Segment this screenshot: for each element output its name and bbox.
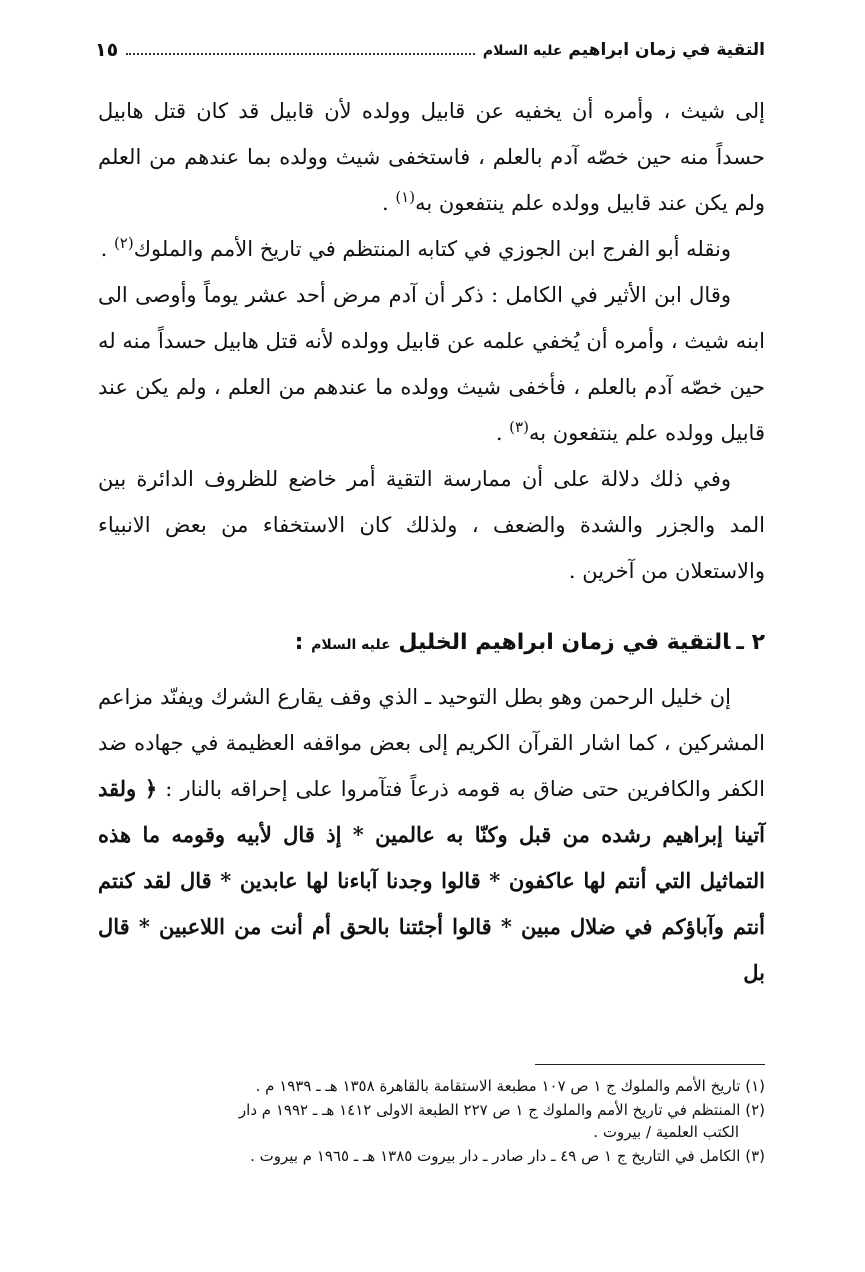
footnote — [98, 1145, 765, 1167]
footnote-divider — [535, 1064, 765, 1065]
leader-dots — [126, 53, 475, 55]
quran-quote: ﴿ ولقد آتينا إبراهيم رشده من قبل وكنّا به عالمين * إذ قال لأبيه وقومه ما هذه التماثيل التي أنتم لها عاكفون * قالوا وجدنا آباءنا لها عابدين * قال لقد كنتم أنتم وآباؤكم في ضلال مبين * قالوا أجئتنا بالحق أم أنت من اللاعبين * قال بل — [98, 776, 765, 985]
footnote-ref: (٣) — [509, 418, 529, 436]
footnotes — [98, 1064, 765, 1169]
footnote — [98, 1075, 765, 1097]
page-number: ١٥ — [95, 39, 119, 61]
paragraph-text: إلى شيث ، وأمره أن يخفيه عن قابيل وولده لأن قابيل قد كان قتل هابيل حسداً منه حين خصّه آدم بالعلم ، فاستخفى شيث وولده بما عندهم من العلم ولم يكن عند قابيل وولده علم ينتفعون به — [98, 99, 765, 215]
running-title — [483, 40, 765, 60]
paragraph-end: . — [100, 237, 114, 261]
paragraph-text: وقال ابن الأثير في الكامل : ذكر أن آدم مرض أحد عشر يوماً وأوصى الى ابنه شيث ، وأمره أن يُخفي علمه عن قابيل وولده لأنه قتل هابيل حسداً منه له حين خصّه آدم بالعلم ، فأخفى شيث وولده ما عندهم من العلم ، ولم يكن عند قابيل وولده علم ينتفعون به — [98, 283, 765, 445]
running-title-text: التقية في زمان ابراهيم — [568, 40, 765, 60]
paragraph-text: ونقله أبو الفرج ابن الجوزي في كتابه المنتظم في تاريخ الأمم والملوك — [133, 237, 731, 261]
section-colon: : — [294, 630, 312, 655]
page-header — [95, 30, 765, 70]
paragraph-text: إن خليل الرحمن وهو بطل التوحيد ـ الذي وقف يقارع الشرك ويفنّد مزاعم المشركين ، كما اشار القرآن الكريم إلى بعض مواقفه العظيمة في جهاده ضد الكفر والكافرين حتى ضاق به قومه ذرعاً فتآمروا على إحراقه بالنار : — [98, 685, 765, 801]
paragraph — [98, 226, 765, 272]
footnote-ref: (٢) — [113, 234, 134, 252]
footnote — [98, 1099, 765, 1143]
section-heading — [98, 620, 765, 668]
paragraph — [98, 674, 765, 996]
salutation-glyph: عليه السلام — [482, 43, 563, 59]
paragraph-end: . — [495, 421, 510, 445]
footnote-text: (٣) الكامل في التاريخ ج ١ ص ٤٩ ـ دار صادر ـ دار بيروت ١٣٨٥ هـ ـ ١٩٦٥ م بيروت . — [250, 1147, 765, 1165]
section-title: التقية في زمان ابراهيم الخليل — [398, 630, 731, 655]
paragraph — [98, 272, 765, 456]
section-number: ٢ ـ — [736, 630, 765, 655]
paragraph-end: . — [381, 191, 396, 215]
paragraph: وفي ذلك دلالة على أن ممارسة التقية أمر خاضع للظروف الدائرة بين المد والجزر والشدة والضعف ، ولذلك كان الاستخفاء من بعض الانبياء والاستعلان من آخرين . — [98, 467, 765, 583]
main-text — [98, 88, 765, 996]
footnote-ref: (١) — [395, 188, 416, 206]
footnote-continuation: الكتب العلمية / بيروت . — [593, 1123, 739, 1141]
footnote-text: (٢) المنتظم في تاريخ الأمم والملوك ج ١ ص ٢٢٧ الطبعة الاولى ١٤١٢ هـ ـ ١٩٩٢ م دار — [238, 1101, 765, 1119]
salutation-glyph: عليه السلام — [311, 637, 391, 653]
footnote-text: (١) تاريخ الأمم والملوك ج ١ ص ١٠٧ مطبعة الاستقامة بالقاهرة ١٣٥٨ هـ ـ ١٩٣٩ م . — [255, 1077, 765, 1095]
paragraph — [98, 88, 765, 226]
